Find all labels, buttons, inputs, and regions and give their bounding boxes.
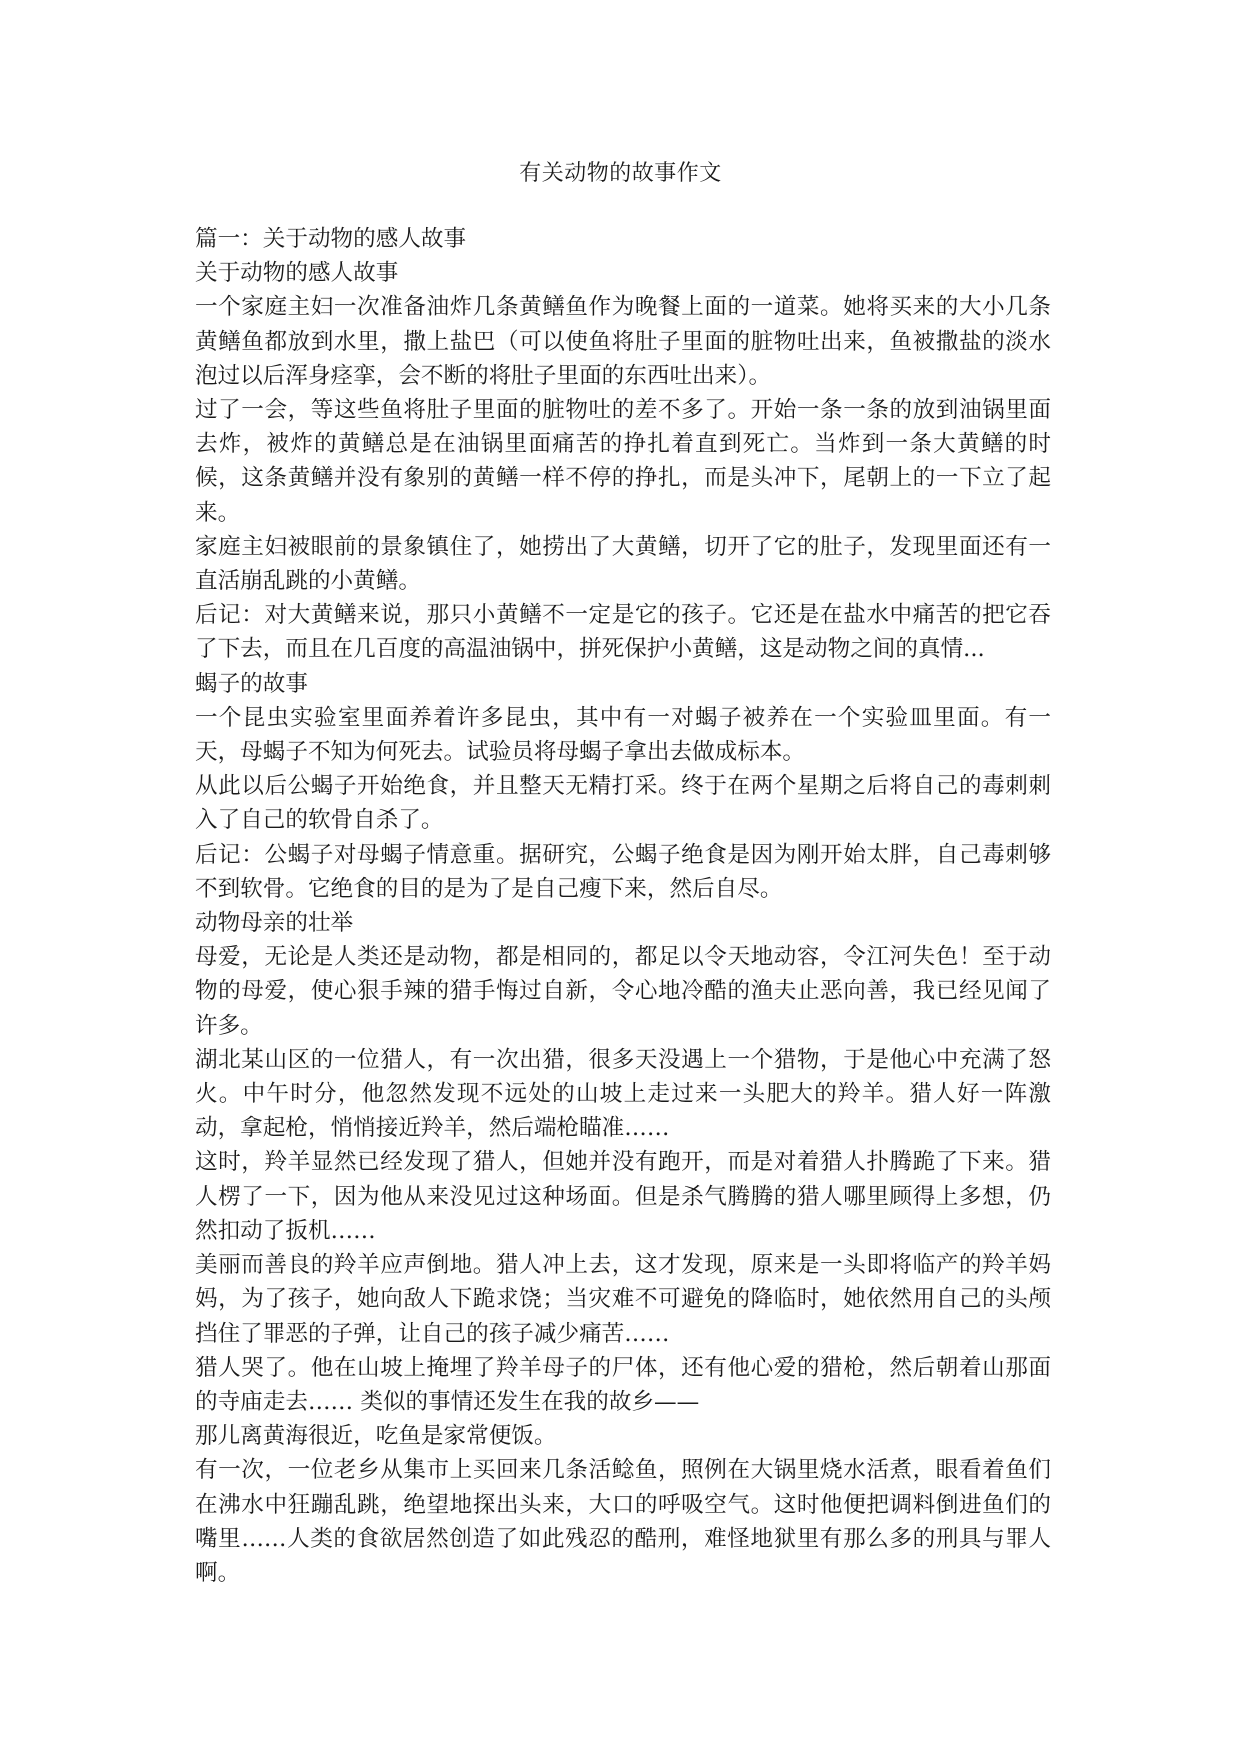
document-title: 有关动物的故事作文 bbox=[519, 161, 722, 186]
paragraph: 这时，羚羊显然已经发现了猎人，但她并没有跑开，而是对着猎人扑腾跪了下来。猎人楞了一下，因为他从来没见过这种场面。但是杀气腾腾的猎人哪里顾得上多想，仍然扣动了扳机…… bbox=[195, 1149, 1051, 1244]
paragraph: 一个昆虫实验室里面养着许多昆虫，其中有一对蝎子被养在一个实验皿里面。有一天，母蝎子不知为何死去。试验员将母蝎子拿出去做成标本。 bbox=[195, 704, 1051, 766]
paragraph: 后记：对大黄鳝来说，那只小黄鳝不一定是它的孩子。它还是在盐水中痛苦的把它吞了下去，而且在几百度的高温油锅中，拼死保护小黄鳝，这是动物之间的真情... bbox=[195, 602, 1051, 663]
paragraph: 母爱，无论是人类还是动物，都是相同的，都足以令天地动容，令江河失色！至于动物的母爱，使心狠手辣的猎手悔过自新，令心地冷酷的渔夫止恶向善，我已经见闻了许多。 bbox=[195, 944, 1051, 1039]
paragraph: 那儿离黄海很近，吃鱼是家常便饭。 bbox=[195, 1423, 557, 1450]
paragraph: 湖北某山区的一位猎人，有一次出猎，很多天没遇上一个猎物，于是他心中充满了怒火。中午时分，他忽然发现不远处的山坡上走过来一头肥大的羚羊。猎人好一阵激动，拿起枪，悄悄接近羚羊，然后端枪瞄准…… bbox=[195, 1046, 1051, 1142]
paragraph: 家庭主妇被眼前的景象镇住了，她捞出了大黄鳝，切开了它的肚子，发现里面还有一直活崩乱跳的小黄鳝。 bbox=[195, 533, 1051, 595]
story-heading: 动物母亲的壮举 bbox=[195, 910, 354, 937]
paragraph: 后记：公蝎子对母蝎子情意重。据研究，公蝎子绝食是因为刚开始太胖，自己毒刺够不到软骨。它绝食的目的是为了是自己瘦下来，然后自尽。 bbox=[195, 841, 1051, 902]
story-heading: 蝎子的故事 bbox=[195, 670, 308, 697]
paragraph: 一个家庭主妇一次准备油炸几条黄鳝鱼作为晚餐上面的一道菜。她将买来的大小几条黄鳝鱼都放到水里，撒上盐巴（可以使鱼将肚子里面的脏物吐出来，鱼被撒盐的淡水泡过以后浑身痉挛，会不断的将肚子里面的东西吐出来）。 bbox=[195, 294, 1051, 389]
paragraph: 从此以后公蝎子开始绝食，并且整天无精打采。终于在两个星期之后将自己的毒刺刺入了自己的软骨自杀了。 bbox=[195, 773, 1051, 834]
story-heading: 关于动物的感人故事 bbox=[195, 260, 399, 287]
paragraph: 美丽而善良的羚羊应声倒地。猎人冲上去，这才发现，原来是一头即将临产的羚羊妈妈，为了孩子，她向敌人下跪求饶；当灾难不可避免的降临时，她依然用自己的头颅挡住了罪恶的子弹，让自己的孩子减少痛苦…… bbox=[195, 1252, 1051, 1347]
paragraph: 猎人哭了。他在山坡上掩埋了羚羊母子的尸体，还有他心爱的猎枪，然后朝着山那面的寺庙走去…… 类似的事情还发生在我的故乡—— bbox=[195, 1354, 1051, 1415]
paragraph: 过了一会，等这些鱼将肚子里面的脏物吐的差不多了。开始一条一条的放到油锅里面去炸，被炸的黄鳝总是在油锅里面痛苦的挣扎着直到死亡。当炸到一条大黄鳝的时候，这条黄鳝并没有象别的黄鳝一样不停的挣扎，而是头冲下，尾朝上的一下立了起来。 bbox=[195, 397, 1051, 526]
document-body bbox=[195, 222, 1051, 1590]
paragraph: 有一次，一位老乡从集市上买回来几条活鲶鱼，照例在大锅里烧水活煮，眼看着鱼们在沸水中狂蹦乱跳，绝望地探出头来，大口的呼吸空气。这时他便把调料倒进鱼们的嘴里……人类的食欲居然创造了如此残忍的酷刑，难怪地狱里有那么多的刑具与罪人啊。 bbox=[195, 1457, 1051, 1586]
section-heading: 篇一：关于动物的感人故事 bbox=[195, 226, 467, 252]
